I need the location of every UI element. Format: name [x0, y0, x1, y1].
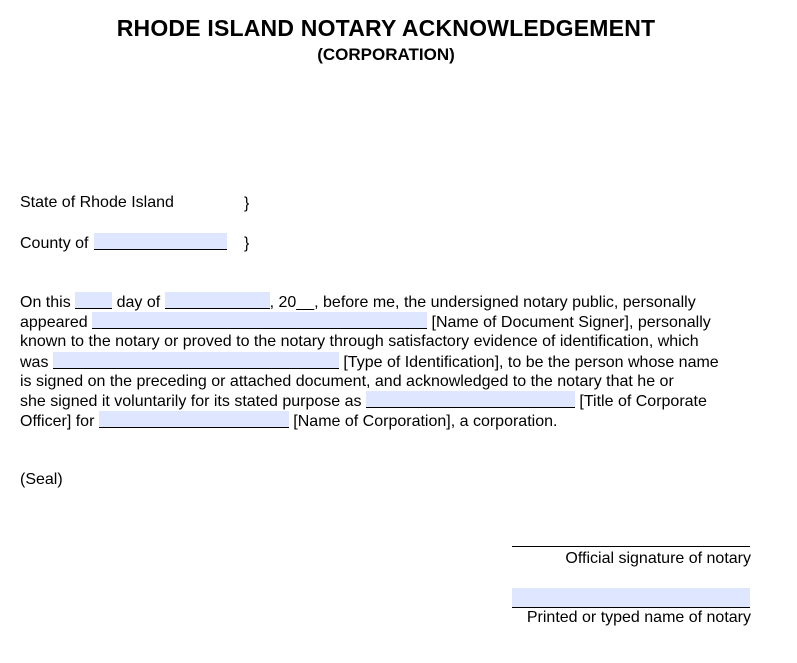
- corporation-name-field[interactable]: [99, 411, 289, 428]
- printed-name-field[interactable]: [512, 588, 750, 608]
- body-text: On this: [20, 294, 71, 311]
- official-signature-line[interactable]: [512, 546, 750, 547]
- body-line-3: known to the notary or proved to the notary through satisfactory evidence of identification, which: [20, 333, 699, 350]
- body-text: [Type of Identification], to be the person whose name: [343, 354, 719, 371]
- document-title: RHODE ISLAND NOTARY ACKNOWLEDGEMENT: [116, 15, 656, 41]
- body-text: was: [20, 354, 49, 371]
- body-line-7: [20, 411, 557, 432]
- seal-label: (Seal): [20, 471, 63, 488]
- body-text: [Name of Document Signer], personally: [431, 314, 711, 331]
- state-brace: }: [244, 195, 250, 212]
- state-label: State of Rhode Island: [20, 194, 174, 211]
- body-line-5: is signed on the preceding or attached document, and acknowledged to the notary that he or: [20, 373, 674, 390]
- identification-type-field[interactable]: [53, 352, 339, 369]
- printed-name-label: Printed or typed name of notary: [526, 609, 751, 626]
- document-subtitle: (CORPORATION): [317, 45, 455, 64]
- body-line-2: [20, 312, 711, 333]
- official-signature-label: Official signature of notary: [565, 550, 751, 567]
- body-line-4: [20, 352, 719, 373]
- day-field[interactable]: [75, 292, 112, 309]
- body-text: [Title of Corporate: [579, 393, 707, 410]
- county-line: [20, 233, 227, 254]
- county-field[interactable]: [94, 233, 227, 250]
- body-text: [Name of Corporation], a corporation.: [293, 413, 558, 430]
- document-signer-field[interactable]: [92, 312, 427, 329]
- county-label: County of: [20, 235, 89, 252]
- body-text: __, before me, the undersigned notary public, personally: [296, 294, 696, 311]
- county-brace: }: [244, 235, 250, 252]
- body-text: appeared: [20, 314, 88, 331]
- body-text: , 20: [269, 294, 297, 311]
- body-text: Officer] for: [20, 413, 95, 430]
- body-line-1: [20, 292, 696, 313]
- body-line-6: [20, 391, 707, 412]
- body-text: she signed it voluntarily for its stated purpose as: [20, 393, 362, 410]
- month-field[interactable]: [165, 292, 270, 309]
- corporate-officer-title-field[interactable]: [366, 391, 575, 408]
- body-text: day of: [116, 294, 161, 311]
